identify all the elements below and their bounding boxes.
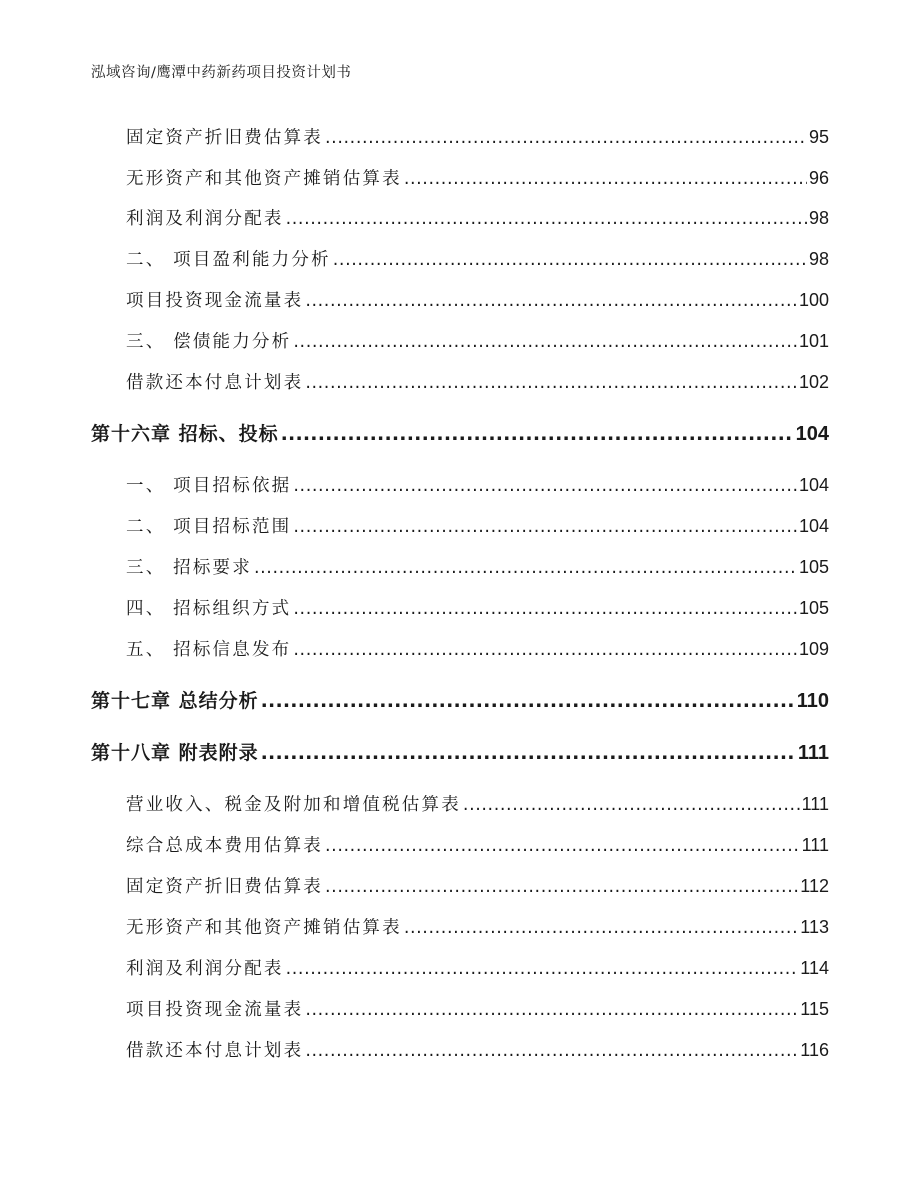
dot-leader (261, 742, 796, 764)
toc-chapter-page: 104 (795, 423, 829, 445)
toc-entry-title: 固定资产折旧费估算表 (126, 128, 323, 148)
toc-entry-title: 无形资产和其他资产摊销估算表 (126, 169, 402, 189)
toc-entry-page: 105 (798, 598, 829, 618)
toc-entry[interactable] (126, 369, 829, 394)
toc-chapter[interactable] (91, 738, 829, 765)
toc-entry-page: 104 (798, 516, 829, 536)
toc-entry-title: 三、 偿债能力分析 (126, 332, 292, 352)
dot-leader (305, 1000, 798, 1020)
toc-entry[interactable] (126, 513, 829, 538)
dot-leader (404, 169, 807, 189)
dot-leader (305, 1041, 798, 1061)
dot-leader (293, 599, 797, 619)
dot-leader (286, 209, 807, 229)
dot-leader (281, 423, 794, 445)
toc-entry-title: 五、 招标信息发布 (126, 640, 292, 660)
dot-leader (325, 128, 807, 148)
toc-entry-title: 利润及利润分配表 (126, 959, 284, 979)
toc-chapter-page: 111 (797, 742, 829, 764)
toc-entry[interactable] (126, 791, 829, 816)
toc-entry[interactable] (126, 165, 829, 190)
toc-entry-title: 一、 项目招标依据 (126, 476, 292, 496)
toc-chapter-title: 第十六章 招标、投标 (91, 423, 279, 445)
toc-entry-title: 项目投资现金流量表 (126, 291, 304, 311)
dot-leader (333, 250, 807, 270)
dot-leader (305, 373, 797, 393)
dot-leader (463, 795, 800, 815)
toc-entry[interactable] (126, 595, 829, 620)
toc-chapter[interactable] (91, 686, 829, 713)
dot-leader (325, 877, 798, 897)
toc-chapter-page: 110 (796, 690, 829, 712)
toc-entry[interactable] (126, 996, 829, 1021)
toc-entry[interactable] (126, 636, 829, 661)
toc-entry-title: 综合总成本费用估算表 (126, 836, 323, 856)
dot-leader (305, 291, 797, 311)
toc-entry-title: 二、 项目招标范围 (126, 517, 292, 537)
toc-entry-page: 111 (801, 794, 829, 814)
toc-entry-page: 98 (808, 249, 829, 269)
running-header: 泓域咨询/鹰潭中药新药项目投资计划书 (91, 65, 352, 81)
toc-entry-page: 96 (808, 168, 829, 188)
toc-entry-page: 95 (808, 127, 829, 147)
toc-entry[interactable] (126, 246, 829, 271)
toc-entry-page: 112 (800, 876, 829, 896)
toc-entry[interactable] (126, 873, 829, 898)
toc-entry-page: 102 (798, 372, 829, 392)
toc-entry-page: 105 (798, 557, 829, 577)
dot-leader (293, 476, 797, 496)
toc-chapter[interactable] (91, 419, 829, 446)
toc-chapter-title: 第十七章 总结分析 (91, 690, 259, 712)
toc-entry-title: 三、 招标要求 (126, 558, 252, 578)
toc-entry-title: 二、 项目盈利能力分析 (126, 250, 331, 270)
toc-entry[interactable] (126, 287, 829, 312)
toc-entry[interactable] (126, 124, 829, 149)
toc-entry-title: 无形资产和其他资产摊销估算表 (126, 918, 402, 938)
dot-leader (325, 836, 800, 856)
toc-entry-title: 项目投资现金流量表 (126, 1000, 304, 1020)
toc-entry-page: 111 (801, 835, 829, 855)
toc-entry[interactable] (126, 1037, 829, 1062)
toc-entry-page: 100 (798, 290, 829, 310)
dot-leader (404, 918, 798, 938)
toc-chapter-title: 第十八章 附表附录 (91, 742, 259, 764)
toc-entry-page: 98 (808, 208, 829, 228)
toc-entry-title: 利润及利润分配表 (126, 209, 284, 229)
dot-leader (293, 640, 797, 660)
toc-entry[interactable] (126, 914, 829, 939)
dot-leader (293, 517, 797, 537)
toc-entry[interactable] (126, 472, 829, 497)
dot-leader (293, 332, 797, 352)
toc-entry-page: 114 (800, 958, 829, 978)
toc-entry[interactable] (126, 328, 829, 353)
toc-entry-page: 104 (798, 475, 829, 495)
toc-entry-title: 四、 招标组织方式 (126, 599, 292, 619)
toc-entry-page: 115 (800, 999, 829, 1019)
toc-entry-page: 116 (800, 1040, 829, 1060)
toc-entry[interactable] (126, 554, 829, 579)
toc-entry-page: 109 (798, 639, 829, 659)
toc-entry[interactable] (126, 832, 829, 857)
toc-entry[interactable] (126, 955, 829, 980)
dot-leader (261, 690, 795, 712)
toc-entry-page: 101 (798, 331, 829, 351)
toc-entry-title: 借款还本付息计划表 (126, 373, 304, 393)
toc-entry-title: 借款还本付息计划表 (126, 1041, 304, 1061)
toc-entry-title: 固定资产折旧费估算表 (126, 877, 323, 897)
toc-entry-title: 营业收入、税金及附加和增值税估算表 (126, 795, 461, 815)
toc-entry[interactable] (126, 205, 829, 230)
dot-leader (286, 959, 799, 979)
toc-entry-page: 113 (800, 917, 829, 937)
dot-leader (254, 558, 797, 578)
